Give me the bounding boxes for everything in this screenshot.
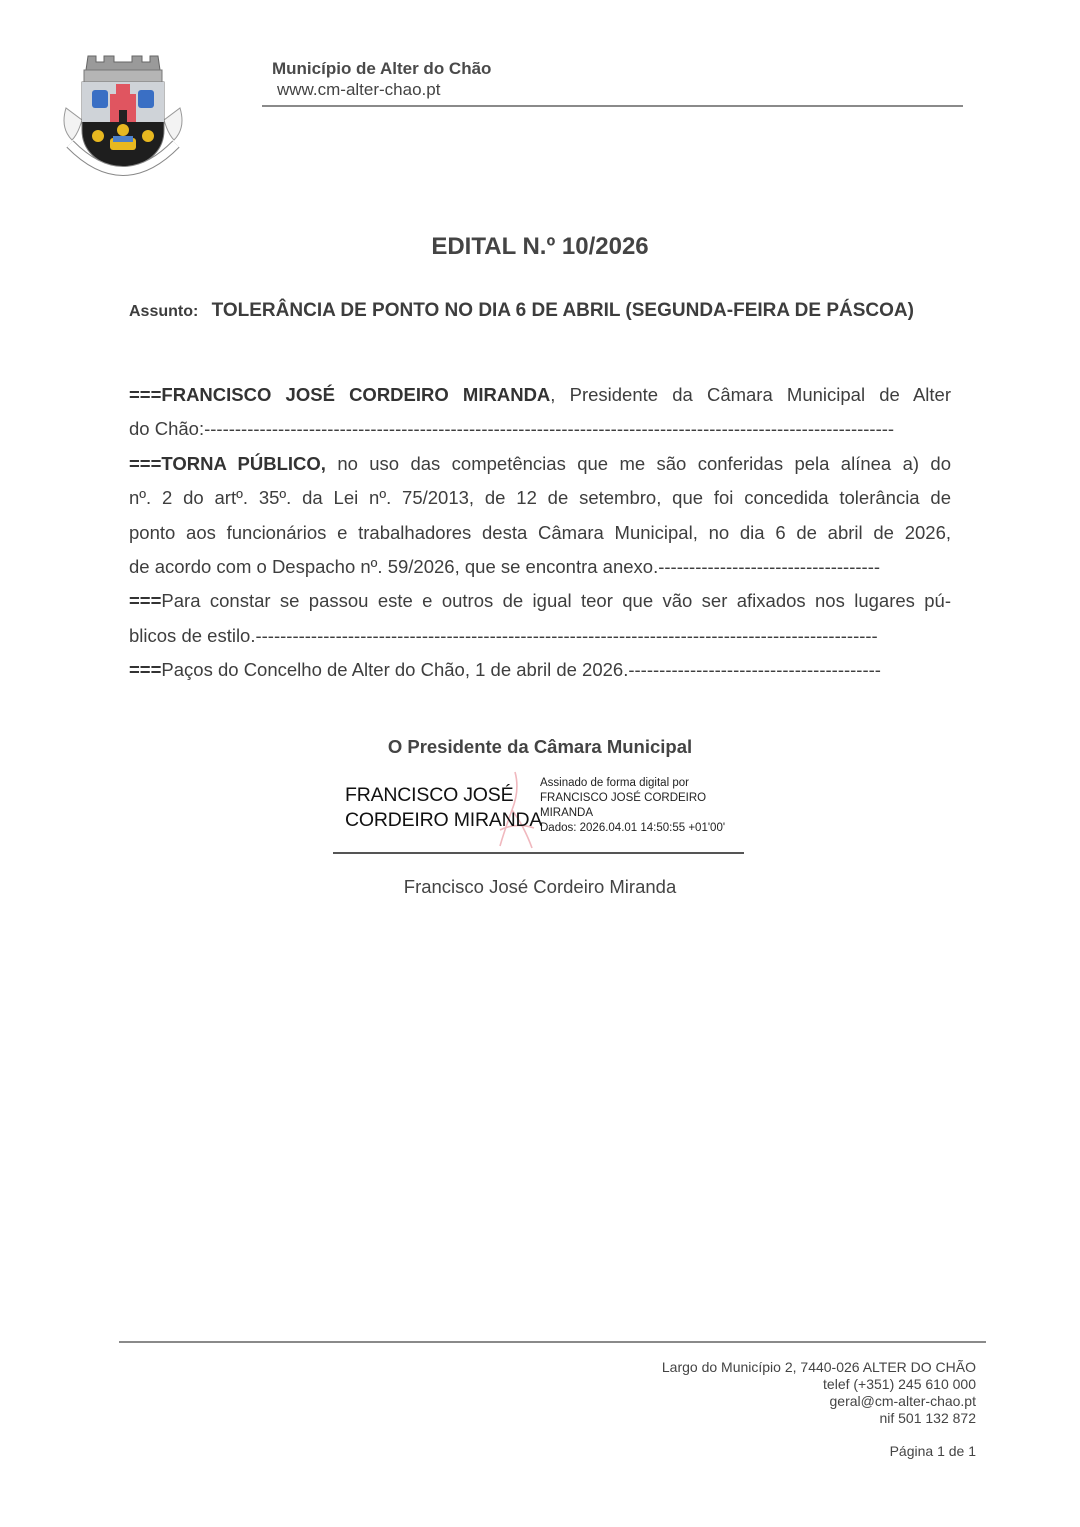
body-line [129, 619, 951, 653]
signer-name [345, 783, 542, 833]
footer-contact [662, 1359, 976, 1427]
body-line-text: de acordo com o Despacho nº. 59/2026, que se encontra anexo.------------------------------------ [129, 555, 881, 577]
organization-website: www.cm-alter-chao.pt [277, 80, 441, 99]
body-line [129, 378, 951, 412]
signer-name-line1: FRANCISCO JOSÉ [345, 784, 514, 806]
footer-email[interactable]: geral@cm-alter-chao.pt [829, 1393, 976, 1409]
signer-name-line2: CORDEIRO MIRANDA [345, 809, 543, 831]
body-line [129, 584, 951, 618]
signature-detail-line: MIRANDA [540, 807, 594, 819]
subject-label: Assunto: [129, 303, 199, 320]
page-number: Página 1 de 1 [889, 1443, 976, 1459]
subject-text: TOLERÂNCIA DE PONTO NO DIA 6 DE ABRIL (SEGUNDA-FEIRA DE PÁSCOA) [211, 300, 914, 321]
body-line-text: no uso das competências que me são conferidas pela alínea a) do [325, 452, 951, 474]
digital-signature[interactable] [345, 770, 745, 850]
footer-nif: nif 501 132 872 [879, 1410, 976, 1426]
header-divider [262, 105, 963, 107]
body-line-bold: ===TORNA PÚBLICO, [129, 452, 326, 474]
document-title: EDITAL N.º 10/2026 [431, 233, 649, 260]
body-line-bold: ===FRANCISCO JOSÉ CORDEIRO MIRANDA [129, 384, 551, 405]
footer-address: Largo do Município 2, 7440-026 ALTER DO CHÃO [661, 1359, 976, 1375]
body-line-text: , Presidente da Câmara Municipal de Alter [550, 384, 951, 405]
body-line-text: ponto aos funcionários e trabalhadores desta Câmara Municipal, no dia 6 de abril de 2026, [129, 521, 951, 543]
signature-detail-line: FRANCISCO JOSÉ CORDEIRO [540, 792, 707, 804]
body-line [129, 550, 951, 584]
body-line [129, 412, 951, 446]
document-body [129, 378, 951, 688]
body-line-bold: === [129, 590, 162, 612]
signature-date: Dados: 2026.04.01 14:50:55 +01'00' [540, 822, 726, 834]
signer-printed-name: Francisco José Cordeiro Miranda [403, 876, 677, 897]
body-line-text: nº. 2 do artº. 35º. da Lei nº. 75/2013, de 12 de setembro, que foi concedida tolerância de [129, 487, 951, 509]
crest-icon [58, 48, 188, 183]
signature-detail-line: Assinado de forma digital por [540, 777, 689, 789]
signature-heading: O Presidente da Câmara Municipal [387, 736, 693, 757]
body-line-text: do Chão:---------------------------------------------------------------------------------------------------------------- [129, 418, 895, 440]
body-line [129, 516, 951, 550]
footer-phone: telef (+351) 245 610 000 [823, 1376, 976, 1392]
body-line-text: blicos de estilo.----------------------------------------------------------------------------------------------------- [129, 624, 878, 646]
coat-of-arms-logo [58, 48, 188, 183]
document-subject [129, 300, 914, 322]
body-line [129, 653, 951, 687]
body-line [129, 447, 951, 481]
body-line [129, 481, 951, 515]
footer-divider [119, 1341, 986, 1343]
organization-name: Município de Alter do Chão [272, 59, 492, 78]
body-line-text: Paços do Concelho de Alter do Chão, 1 de abril de 2026.----------------------------------------- [161, 659, 881, 681]
signature-details [540, 776, 725, 836]
body-line-text: Para constar se passou este e outros de igual teor que vão ser afixados nos lugares pú- [161, 590, 951, 612]
signature-line [333, 852, 744, 854]
body-line-bold: === [129, 659, 162, 681]
